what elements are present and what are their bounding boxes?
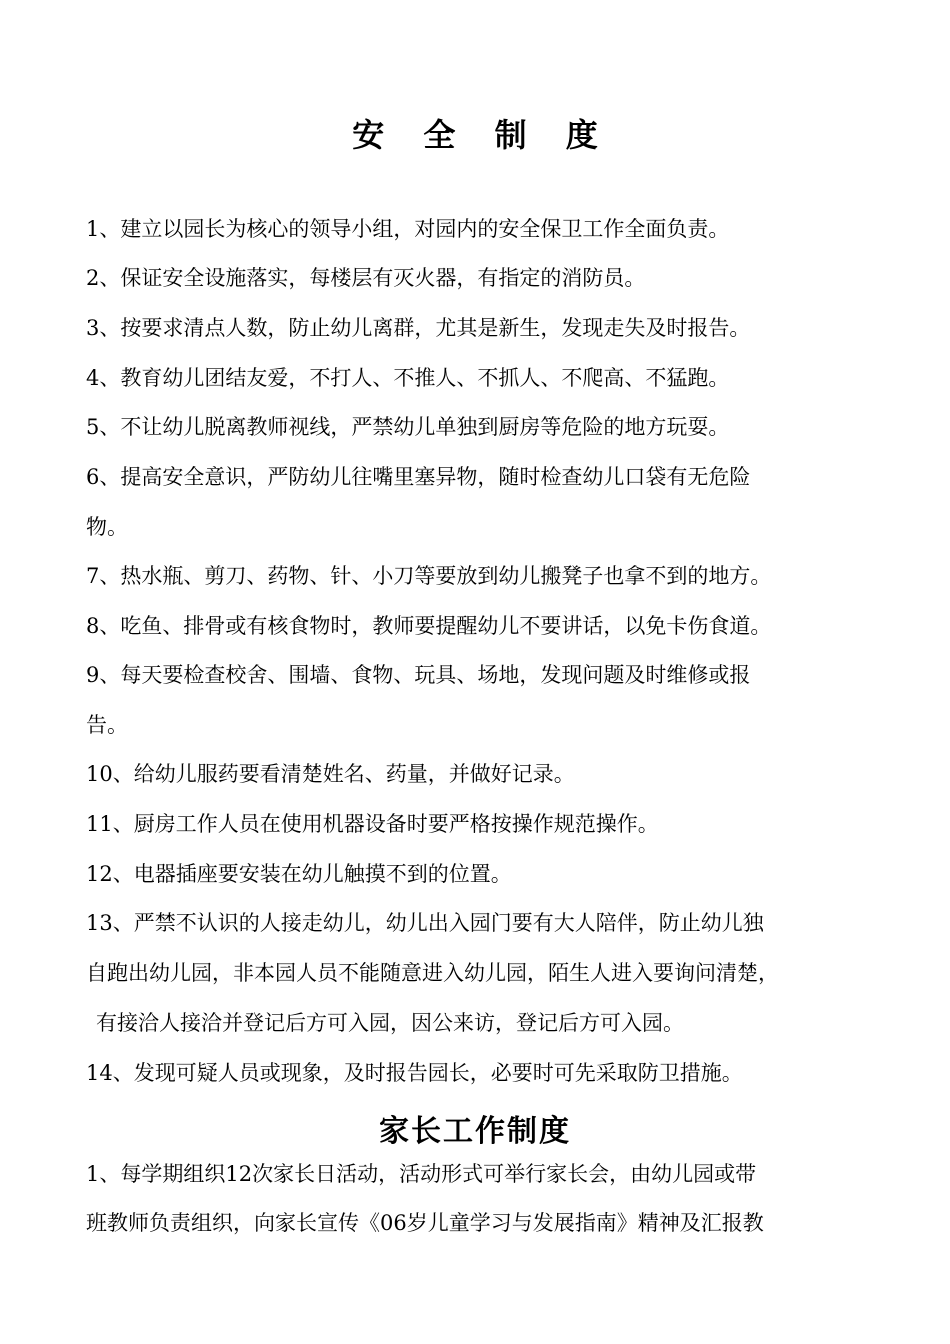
safety-line-8: 8、吃鱼、排骨或有核食物时，教师要提醒幼儿不要讲话，以免卡伤食道。 [86,614,772,638]
safety-line-13-cont-2: 有接洽人接洽并登记后方可入园，因公来访，登记后方可入园。 [96,1011,684,1035]
safety-line-9: 9、每天要检查校舍、围墙、食物、玩具、场地，发现问题及时维修或报 [86,663,751,687]
safety-line-9-cont: 告。 [86,713,128,737]
safety-line-5: 5、不让幼儿脱离教师视线，严禁幼儿单独到厨房等危险的地方玩耍。 [86,415,730,439]
safety-line-4: 4、教育幼儿团结友爱，不打人、不推人、不抓人、不爬高、不猛跑。 [86,366,730,390]
safety-line-6-cont: 物。 [86,515,128,539]
safety-line-3: 3、按要求清点人数，防止幼儿离群，尤其是新生，发现走失及时报告。 [86,316,751,340]
safety-line-10: 10、给幼儿服药要看清楚姓名、药量，并做好记录。 [86,762,575,786]
safety-line-13: 13、严禁不认识的人接走幼儿，幼儿出入园门要有大人陪伴，防止幼儿独 [86,911,764,935]
safety-line-1: 1、建立以园长为核心的领导小组，对园内的安全保卫工作全面负责。 [86,217,730,241]
safety-line-12: 12、电器插座要安装在幼儿触摸不到的位置。 [86,862,512,886]
safety-line-14: 14、发现可疑人员或现象，及时报告园长，必要时可先采取防卫措施。 [86,1061,743,1085]
parent-line-1-cont: 班教师负责组织，向家长宣传《06岁儿童学习与发展指南》精神及汇报教 [86,1211,764,1235]
safety-line-7: 7、热水瓶、剪刀、药物、针、小刀等要放到幼儿搬凳子也拿不到的地方。 [86,564,772,588]
safety-line-13-cont-1: 自跑出幼儿园，非本园人员不能随意进入幼儿园，陌生人进入要询问清楚， [86,961,779,985]
safety-line-6: 6、提高安全意识，严防幼儿往嘴里塞异物，随时检查幼儿口袋有无危险 [86,465,751,489]
safety-title: 安 全 制 度 [352,116,612,154]
parent-line-1: 1、每学期组织12次家长日活动，活动形式可举行家长会，由幼儿园或带 [86,1162,757,1186]
safety-line-11: 11、厨房工作人员在使用机器设备时要严格按操作规范操作。 [86,812,659,836]
safety-line-2: 2、保证安全设施落实，每楼层有灭火器，有指定的消防员。 [86,266,646,290]
parent-title: 家长工作制度 [379,1114,571,1149]
